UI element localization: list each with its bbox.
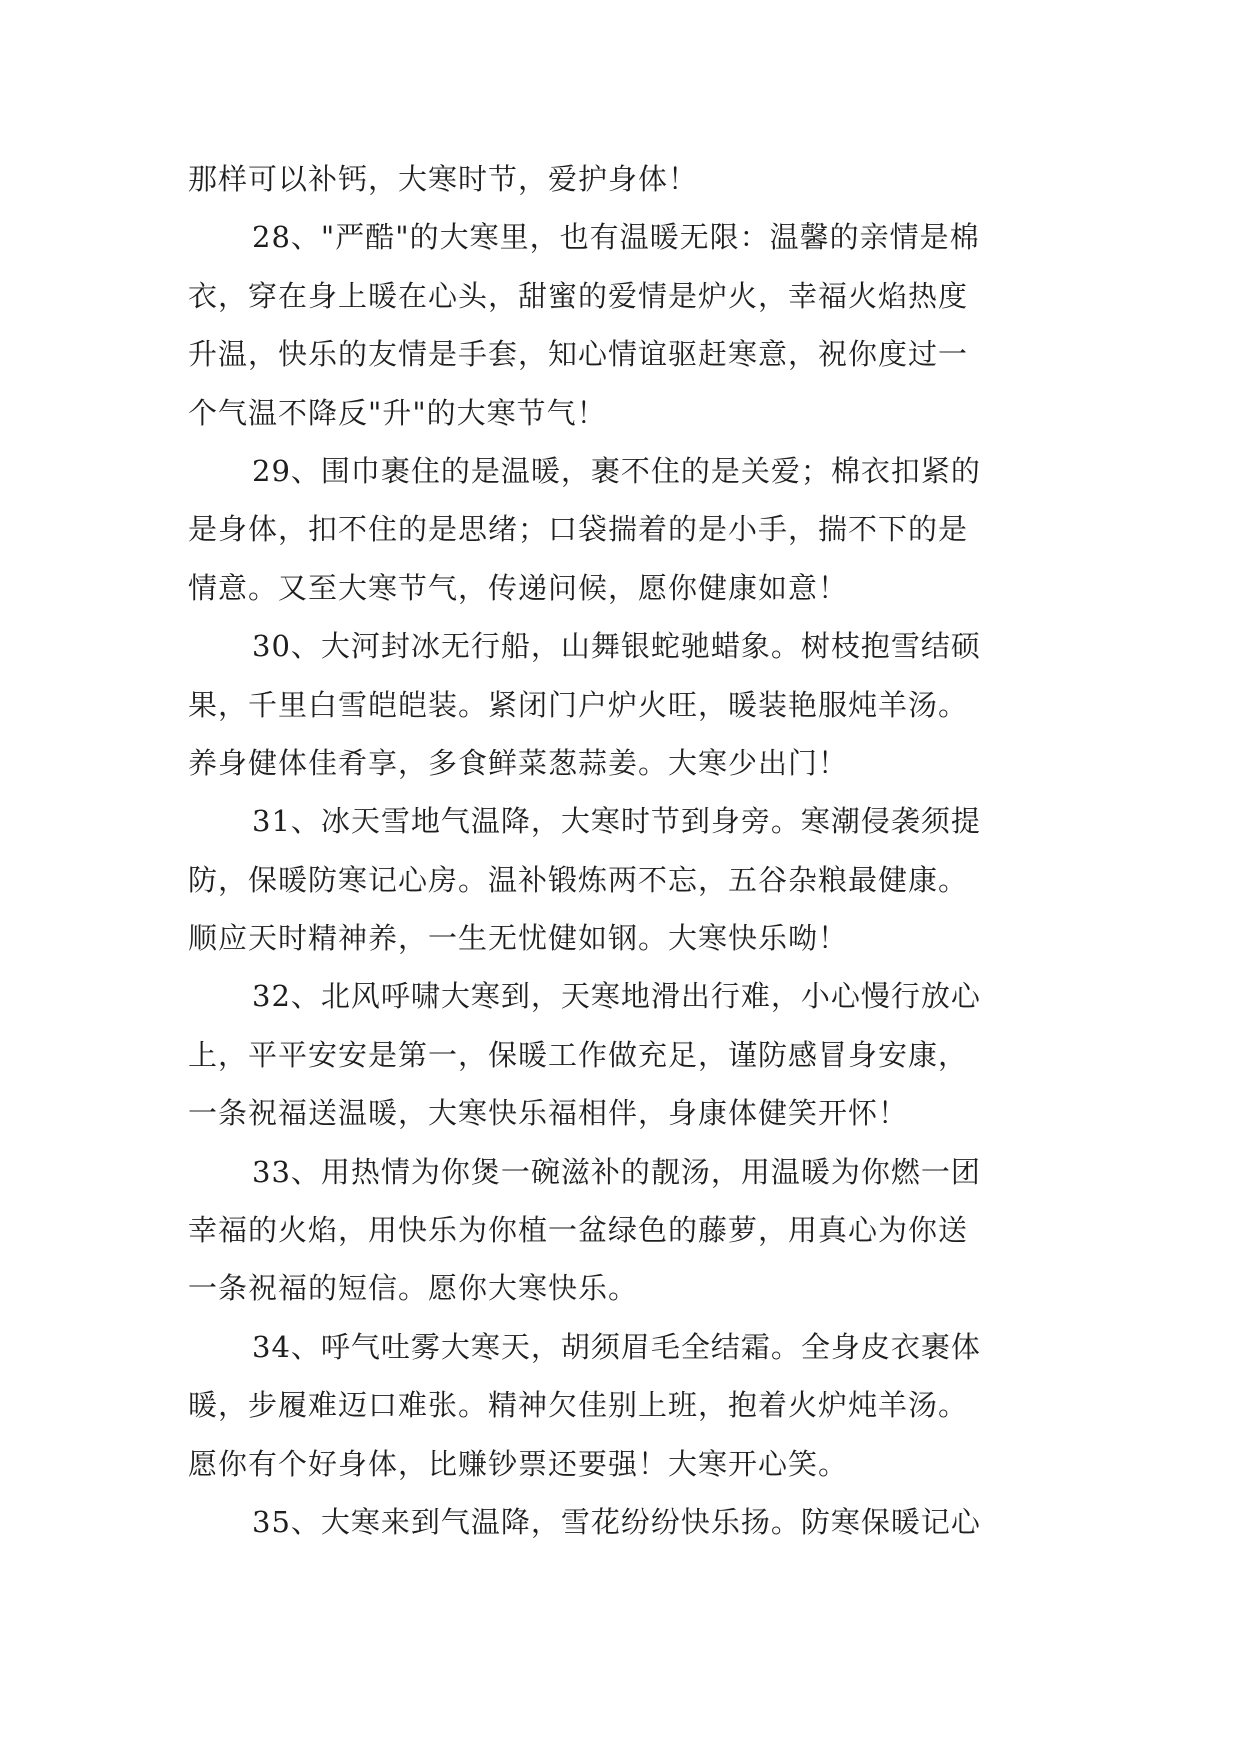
paragraph-33-line-1: 33、用热情为你煲一碗滋补的靓汤，用温暖为你燃一团 bbox=[252, 1154, 981, 1189]
text-line: 防，保暖防寒记心房。温补锻炼两不忘，五谷杂粮最健康。 bbox=[188, 862, 969, 897]
text-line: 衣，穿在身上暖在心头，甜蜜的爱情是炉火，幸福火焰热度 bbox=[188, 278, 969, 313]
paragraph-34-line-1: 34、呼气吐雾大寒天，胡须眉毛全结霜。全身皮衣裹体 bbox=[252, 1329, 981, 1364]
text-line: 个气温不降反"升"的大寒节气！ bbox=[188, 395, 607, 430]
text-line: 养身健体佳肴享，多食鲜菜葱蒜姜。大寒少出门！ bbox=[188, 745, 849, 780]
text-line: 是身体，扣不住的是思绪；口袋揣着的是小手，揣不下的是 bbox=[188, 512, 969, 547]
text-line: 一条祝福送温暖，大寒快乐福相伴，身康体健笑开怀！ bbox=[188, 1096, 909, 1131]
text-line: 顺应天时精神养，一生无忧健如钢。大寒快乐呦！ bbox=[188, 921, 849, 956]
text-line: 愿你有个好身体，比赚钞票还要强！大寒开心笑。 bbox=[188, 1446, 849, 1481]
document-page bbox=[188, 150, 1060, 1551]
paragraph-32-line-1: 32、北风呼啸大寒到，天寒地滑出行难，小心慢行放心 bbox=[252, 979, 981, 1014]
text-line: 那样可以补钙，大寒时节，爱护身体！ bbox=[188, 162, 699, 196]
paragraph-31-line-1: 31、冰天雪地气温降，大寒时节到身旁。寒潮侵袭须提 bbox=[252, 804, 981, 839]
text-line: 果，千里白雪皑皑装。紧闭门户炉火旺，暖装艳服炖羊汤。 bbox=[188, 687, 969, 722]
paragraph-29-line-1: 29、围巾裹住的是温暖，裹不住的是关爱；棉衣扣紧的 bbox=[252, 453, 981, 488]
text-line: 幸福的火焰，用快乐为你植一盆绿色的藤萝，用真心为你送 bbox=[188, 1213, 969, 1248]
text-line: 升温，快乐的友情是手套，知心情谊驱赶寒意，祝你度过一 bbox=[188, 337, 969, 372]
text-line: 暖，步履难迈口难张。精神欠佳别上班，抱着火炉炖羊汤。 bbox=[188, 1388, 969, 1423]
text-line: 上，平平安安是第一，保暖工作做充足，谨防感冒身安康， bbox=[188, 1037, 969, 1072]
paragraph-28-line-1: 28、"严酷"的大寒里，也有温暖无限：温馨的亲情是棉 bbox=[252, 220, 980, 255]
paragraph-35-line-1: 35、大寒来到气温降，雪花纷纷快乐扬。防寒保暖记心 bbox=[252, 1504, 981, 1539]
text-line: 情意。又至大寒节气，传递问候，愿你健康如意！ bbox=[188, 570, 849, 605]
text-line: 一条祝福的短信。愿你大寒快乐。 bbox=[188, 1271, 639, 1306]
paragraph-30-line-1: 30、大河封冰无行船，山舞银蛇驰蜡象。树枝抱雪结硕 bbox=[252, 629, 981, 664]
